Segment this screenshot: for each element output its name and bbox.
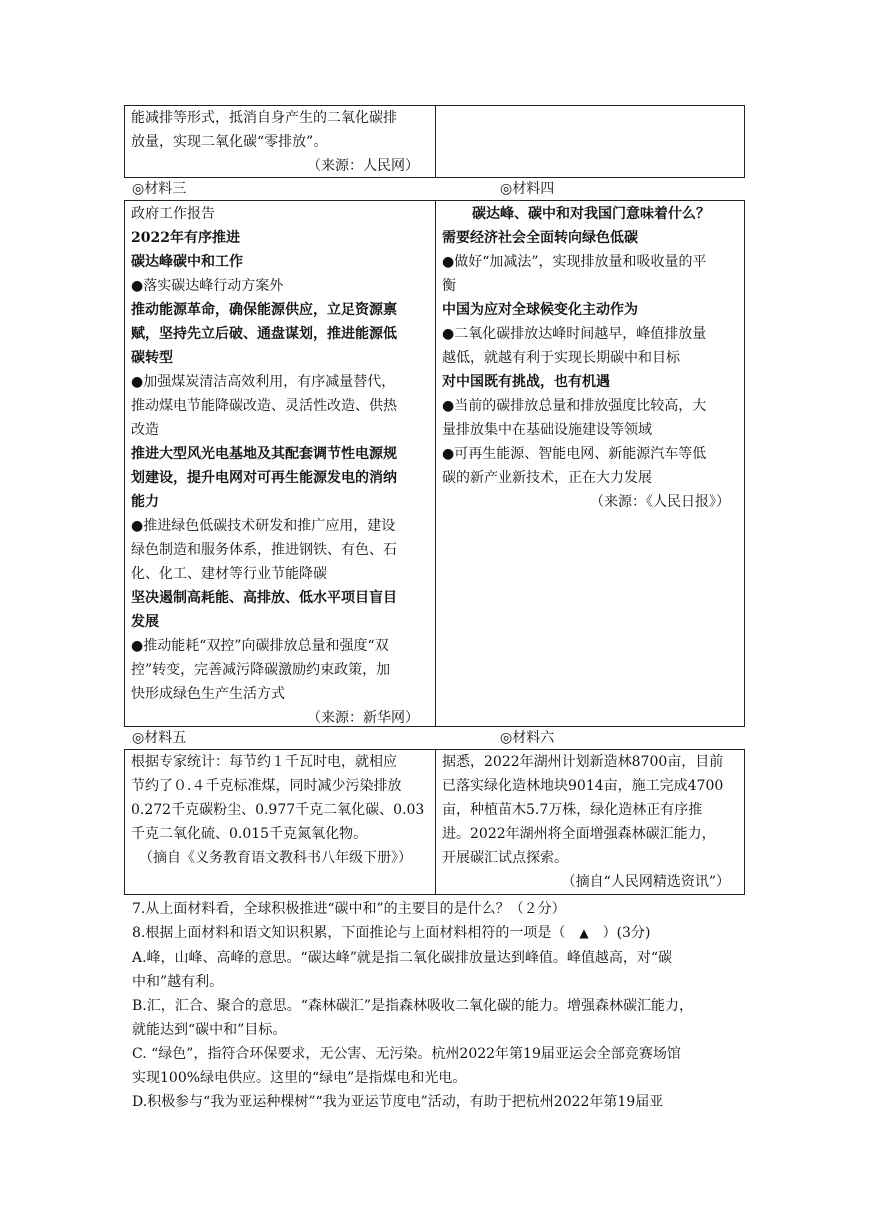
m3-line: 能力	[131, 494, 159, 510]
option-a-line: A.峰，山峰、高峰的意思。“碳达峰”就是指二氧化碳排放量达到峰值。峰值越高，对“碳	[132, 950, 673, 966]
m6-line: 进。2022年湖州将全面增强森林碳汇能力，	[442, 826, 716, 842]
option-a-line: 中和”越有利。	[132, 974, 224, 990]
option-b-line: B.汇，汇合、聚合的意思。“森林碳汇”是指森林吸收二氧化碳的能力。增强森林碳汇能力，	[132, 998, 694, 1014]
option-c-line: C. “绿色”，指符合环保要求，无公害、无污染。杭州2022年第19届亚运会全部竞赛场馆	[132, 1046, 681, 1062]
m3-line: 碳转型	[131, 350, 173, 366]
material5-cell	[125, 750, 435, 870]
m3-line: 推动煤电节能降碳改造、灵活性改造、供热	[131, 398, 397, 414]
m3-line: ●推动能耗“双控”向碳排放总量和强度“双	[131, 638, 389, 654]
question-8-score: ）(3分)	[602, 925, 651, 941]
m3-line: 推动能源革命，确保能源供应，立足资源禀	[131, 302, 397, 318]
option-d	[132, 1090, 746, 1114]
question-7	[132, 897, 746, 921]
material3-cell	[125, 202, 435, 730]
option-b-line: 就能达到“碳中和”目标。	[132, 1022, 287, 1038]
m4-line: ●可再生能源、智能电网、新能源汽车等低	[442, 446, 707, 462]
option-a	[132, 946, 746, 994]
material3-label: ◎材料三	[132, 181, 187, 197]
m3-line: 发展	[131, 614, 159, 630]
question-8-text	[132, 921, 746, 945]
top-table-left-cell	[125, 106, 435, 178]
m3-line: 划建设，提升电网对可再生能源发电的消纳	[131, 470, 397, 486]
material6-cell	[436, 750, 746, 894]
option-b	[132, 994, 746, 1042]
material6-label: ◎材料六	[500, 730, 555, 746]
m4-line: 越低，就越有利于实现长期碳中和目标	[442, 350, 680, 366]
m4-line: 中国为应对全球候变化主动作为	[442, 302, 638, 318]
material3-source: （来源：新华网）	[307, 710, 419, 726]
top-table-source: （来源：人民网）	[307, 158, 419, 174]
m3-line: 快形成绿色生产生活方式	[131, 686, 285, 702]
question-8-stem: 8.根据上面材料和语文知识积累，下面推论与上面材料相符的一项是（	[132, 925, 566, 941]
m4-line: 需要经济社会全面转向绿色低碳	[442, 230, 638, 246]
material4-label: ◎材料四	[500, 181, 555, 197]
m4-line: 碳的新产业新技术，正在大力发展	[442, 470, 652, 486]
option-c-line: 实现100%绿电供应。这里的“绿电”是指煤电和光电。	[132, 1070, 467, 1086]
m5-line: 根据专家统计：每节约１千瓦时电，就相应	[131, 754, 397, 770]
m4-line: ●当前的碳排放总量和排放强度比较高，大	[442, 398, 707, 414]
m3-line: 坚决遏制高耗能、高排放、低水平项目盲目	[131, 590, 397, 606]
material5-label: ◎材料五	[132, 730, 187, 746]
m3-line: 控”转变，完善减污降碳激励约束政策，加	[131, 662, 391, 678]
m3-line: ●加强煤炭清洁高效利用，有序减量替代，	[131, 374, 396, 390]
m3-line: 推进大型风光电基地及其配套调节性电源规	[131, 446, 397, 462]
m3-line: 改造	[131, 422, 159, 438]
question-7-text: 7.从上面材料看，全球积极推进“碳中和”的主要目的是什么？（２分）	[132, 901, 566, 917]
m6-line: 已落实绿化造林地块9014亩，施工完成4700	[442, 778, 724, 794]
m3-line: ●落实碳达峰行动方案外	[131, 278, 284, 294]
top-table-divider	[435, 106, 436, 177]
m3-line: 绿色制造和服务体系，推进钢铁、有色、石	[131, 542, 397, 558]
m6-line: 据悉，2022年湖州计划新造林8700亩，目前	[442, 754, 724, 770]
m5-line: 节约了０.４千克标准煤，同时减少污染排放	[131, 778, 402, 794]
m4-line: ●二氧化碳排放达峰时间越早，峰值排放量	[442, 326, 707, 342]
m4-line: ●做好“加减法”，实现排放量和吸收量的平	[442, 254, 707, 270]
m5-line: 0.272千克碳粉尘、0.977千克二氧化碳、0.03	[131, 802, 425, 818]
m3-line: 赋，坚持先立后破、通盘谋划，推进能源低	[131, 326, 397, 342]
materials-5-6-table	[124, 749, 745, 895]
m4-line: 量排放集中在基础设施建设等领域	[442, 422, 652, 438]
material4-cell	[436, 202, 746, 514]
option-c	[132, 1042, 746, 1090]
top-table-line: 能减排等形式，抵消自身产生的二氧化碳排	[131, 110, 397, 126]
question-8	[132, 921, 746, 945]
top-table	[124, 105, 745, 178]
m3-line: 碳达峰碳中和工作	[131, 254, 243, 270]
m3-line: 2022年有序推进	[131, 230, 240, 246]
answer-blank-triangle-icon: ▲	[579, 926, 589, 940]
material4-source: （来源：《人民日报》）	[590, 494, 730, 510]
option-d-line: D.积极参与“我为亚运种棵树”“我为亚运节度电”活动，有助于把杭州2022年第19届亚	[132, 1094, 664, 1110]
materials-3-4-table	[124, 200, 745, 727]
m4-line: 衡	[442, 278, 456, 294]
m3-line: 政府工作报告	[131, 206, 215, 222]
material4-title: 碳达峰、碳中和对我国门意味着什么？	[472, 206, 710, 222]
m5-line: 千克二氧化硫、0.015千克氮氧化物。	[131, 826, 368, 842]
m6-line: 亩，种植苗木5.7万株，绿化造林正有序推	[442, 802, 703, 818]
material6-source: （摘自“人民网精选资讯”）	[561, 874, 730, 890]
top-table-line: 放量，实现二氧化碳“零排放”。	[131, 134, 328, 150]
m6-line: 开展碳汇试点探索。	[442, 850, 568, 866]
m3-line: 化、化工、建材等行业节能降碳	[131, 566, 327, 582]
material5-source: （摘自《义务教育语文教科书八年级下册》）	[139, 850, 412, 866]
m4-line: 对中国既有挑战，也有机遇	[442, 374, 610, 390]
m3-line: ●推进绿色低碳技术研发和推广应用，建设	[131, 518, 396, 534]
